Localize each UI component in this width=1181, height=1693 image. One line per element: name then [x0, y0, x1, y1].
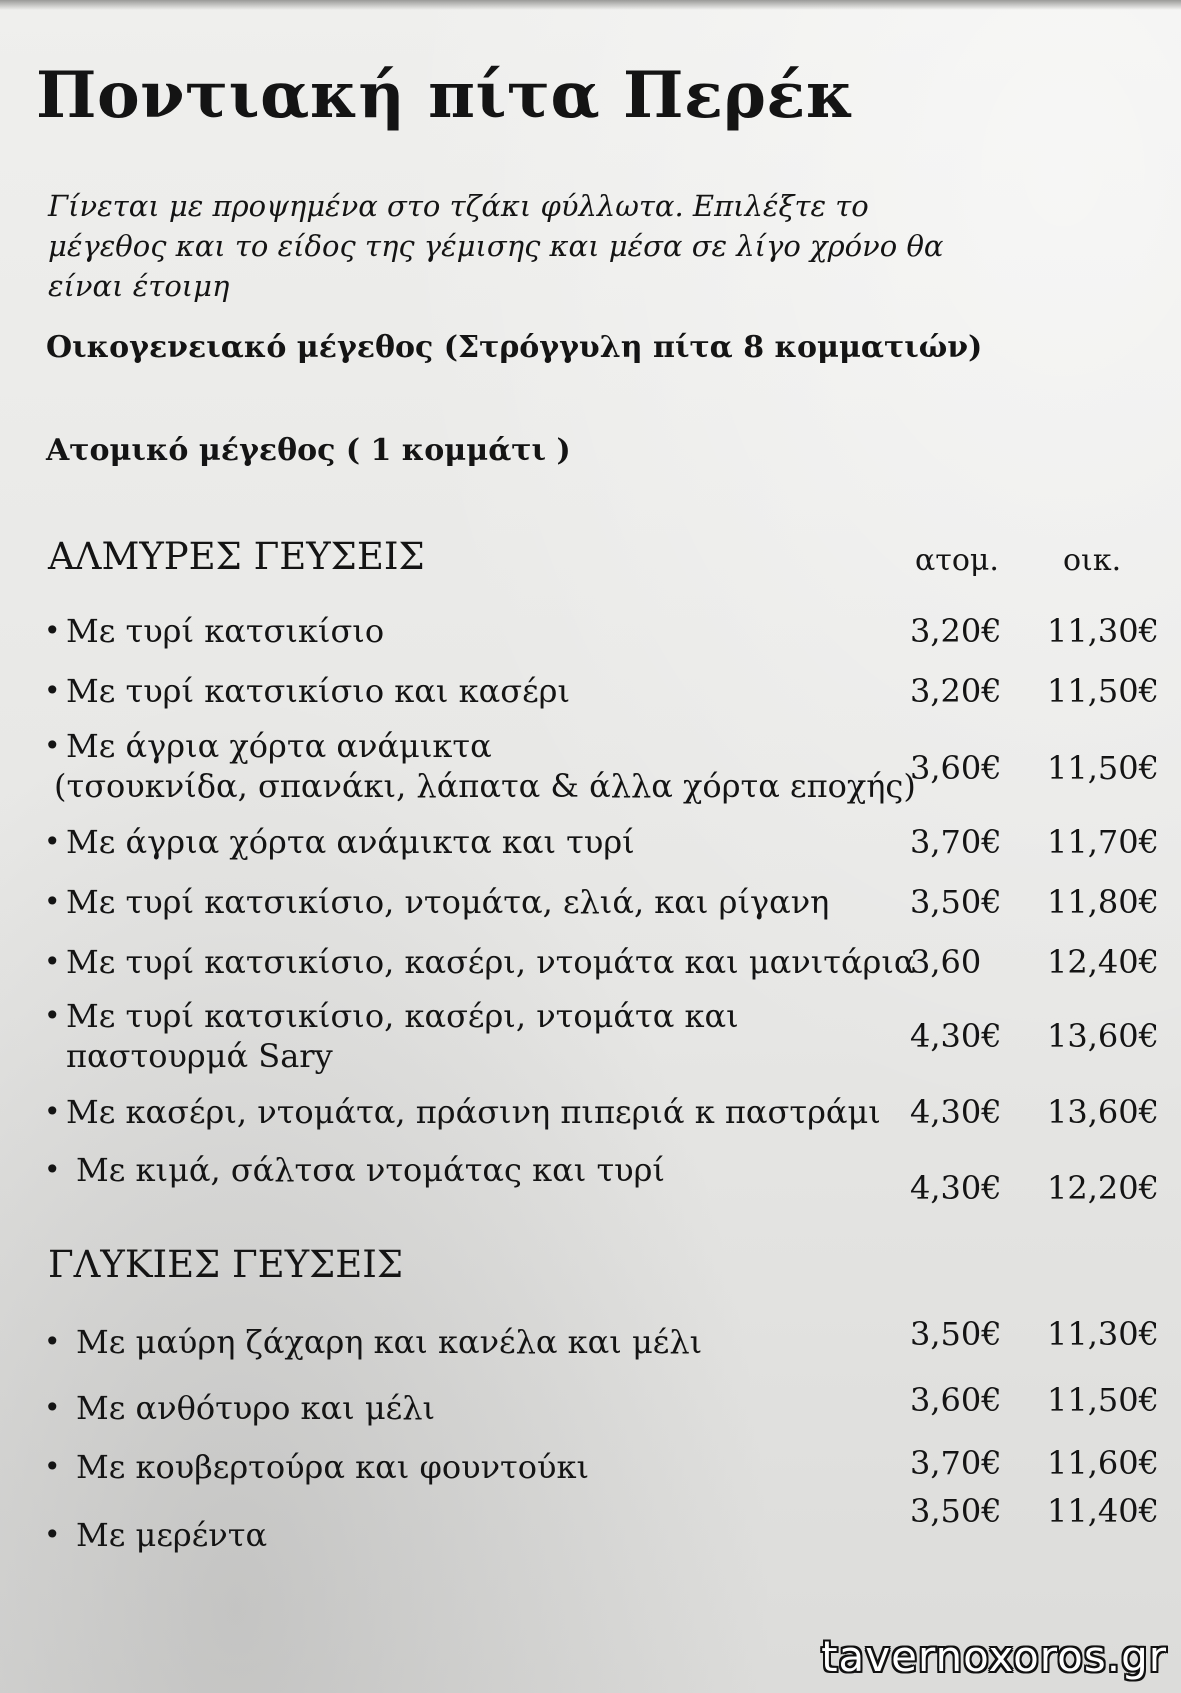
price-family: 11,50€: [1047, 1381, 1159, 1419]
price-single: 3,50€: [910, 1492, 1002, 1530]
price-single: 3,20€: [910, 672, 1002, 710]
item-name: [54, 726, 916, 806]
bullet-icon: •: [44, 1518, 61, 1551]
bullet-icon: •: [44, 1450, 61, 1483]
bullet-icon: •: [44, 885, 61, 918]
price-single: 3,60€: [910, 749, 1002, 787]
single-size-note: Ατομικό μέγεθος ( 1 κομμάτι ): [46, 433, 571, 468]
item-name: Με κασέρι, ντομάτα, πράσινη πιπεριά κ παστράμι: [66, 1093, 881, 1131]
bullet-icon: •: [44, 614, 61, 647]
item-name: Με τυρί κατσικίσιο, ντομάτα, ελιά, και ρίγανη: [66, 883, 830, 921]
item-name: Με κιμά, σάλτσα ντομάτας και τυρί: [76, 1151, 665, 1189]
intro-line-1: Γίνεται με προψημένα στο τζάκι φύλλωτα. Επιλέξτε το: [48, 189, 869, 223]
price-single: 3,60€: [910, 1381, 1002, 1419]
price-family: 12,40€: [1047, 943, 1159, 981]
page-title: Ποντιακή πίτα Περέκ: [36, 58, 855, 133]
intro-line-3: είναι έτοιμη: [48, 269, 230, 303]
price-family: 11,40€: [1047, 1492, 1159, 1530]
savory-section-title: ΑΛΜΥΡΕΣ ΓΕΥΣΕΙΣ: [48, 535, 425, 578]
bullet-icon: •: [44, 1325, 61, 1358]
item-name-line-1: Με άγρια χόρτα ανάμικτα: [66, 727, 492, 765]
price-family: 11,30€: [1047, 1315, 1159, 1353]
column-header-family: οικ.: [1063, 543, 1122, 578]
price-family: 11,80€: [1047, 883, 1159, 921]
intro-line-2: μέγεθος και το είδος της γέμισης και μέσα σε λίγο χρόνο θα: [48, 229, 944, 263]
item-name: Με μαύρη ζάχαρη και κανέλα και μέλι: [76, 1323, 703, 1361]
price-single: 3,50€: [910, 883, 1002, 921]
column-header-single: ατομ.: [915, 543, 999, 578]
price-single: 3,60: [910, 943, 982, 981]
price-single: 4,30€: [910, 1017, 1002, 1055]
bullet-icon: •: [44, 729, 61, 762]
item-name: Με τυρί κατσικίσιο, κασέρι, ντομάτα και μανιτάρια: [66, 943, 916, 981]
price-single: 4,30€: [910, 1169, 1002, 1207]
item-name: Με ανθότυρο και μέλι: [76, 1389, 436, 1427]
intro-text: [48, 186, 978, 306]
price-family: 12,20€: [1047, 1169, 1159, 1207]
bullet-icon: •: [44, 945, 61, 978]
bullet-icon: •: [44, 1391, 61, 1424]
price-family: 13,60€: [1047, 1017, 1159, 1055]
price-single: 3,20€: [910, 612, 1002, 650]
sweet-section-title: ΓΛΥΚΙΕΣ ΓΕΥΣΕΙΣ: [48, 1243, 404, 1286]
item-name-line-2: (τσουκνίδα, σπανάκι, λάπατα & άλλα χόρτα εποχής): [54, 767, 916, 805]
item-name: [66, 996, 916, 1076]
bullet-icon: •: [44, 999, 61, 1032]
price-family: 13,60€: [1047, 1093, 1159, 1131]
price-single: 3,70€: [910, 1444, 1002, 1482]
item-name: Με άγρια χόρτα ανάμικτα και τυρί: [66, 823, 635, 861]
price-single: 3,50€: [910, 1315, 1002, 1353]
price-single: 3,70€: [910, 823, 1002, 861]
watermark: tavernoxoros.gr: [821, 1632, 1167, 1681]
item-name: Με τυρί κατσικίσιο και κασέρι: [66, 672, 570, 710]
paper-top-edge: [0, 0, 1181, 10]
item-name: Με τυρί κατσικίσιο: [66, 612, 385, 650]
item-name: Με μερέντα: [76, 1516, 268, 1554]
family-size-note: Οικογενειακό μέγεθος (Στρόγγυλη πίτα 8 κομματιών): [46, 330, 983, 365]
item-name: Με κουβερτούρα και φουντούκι: [76, 1448, 590, 1486]
price-family: 11,50€: [1047, 749, 1159, 787]
price-single: 4,30€: [910, 1093, 1002, 1131]
item-name-line-2: παστουρμά Sary: [66, 1037, 333, 1075]
bullet-icon: •: [44, 1153, 61, 1186]
item-name-line-1: Με τυρί κατσικίσιο, κασέρι, ντομάτα και: [66, 997, 739, 1035]
bullet-icon: •: [44, 674, 61, 707]
bullet-icon: •: [44, 825, 61, 858]
bullet-icon: •: [44, 1095, 61, 1128]
price-family: 11,30€: [1047, 612, 1159, 650]
price-family: 11,50€: [1047, 672, 1159, 710]
price-family: 11,70€: [1047, 823, 1159, 861]
price-family: 11,60€: [1047, 1444, 1159, 1482]
